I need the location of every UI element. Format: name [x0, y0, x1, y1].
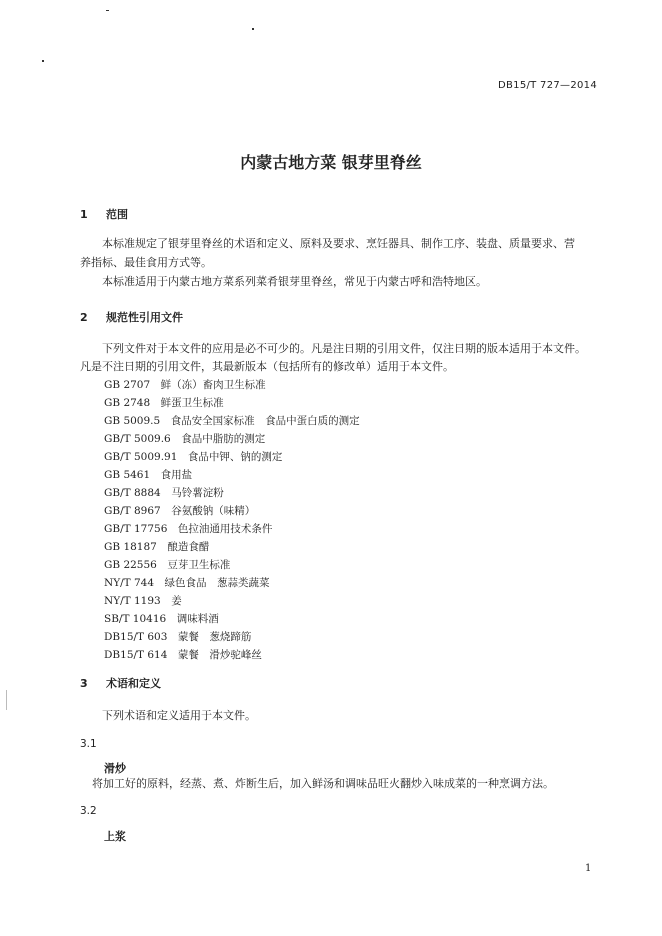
reference-title: 食品安全国家标准 食品中蛋白质的测定	[170, 415, 360, 427]
page-number: 1	[585, 863, 592, 874]
reference-item	[104, 449, 282, 464]
reference-title: 食用盐	[160, 469, 193, 481]
scan-edge-mark	[6, 690, 7, 710]
reference-item	[104, 629, 251, 644]
subsection-3-2-number: 3.2	[80, 805, 97, 817]
section-2-intro-line-1: 下列文件对于本文件的应用是必不可少的。凡是注日期的引用文件，仅注日期的版本适用于本文件。	[102, 342, 586, 355]
section-1-heading	[80, 206, 128, 222]
scan-speck	[252, 28, 254, 30]
reference-code: GB 2707	[104, 379, 151, 391]
reference-code: GB/T 8884	[104, 487, 161, 499]
section-1-para-2: 本标准适用于内蒙古地方菜系列菜肴银芽里脊丝，常见于内蒙古呼和浩特地区。	[102, 275, 487, 288]
reference-item	[104, 485, 224, 500]
page-title: 内蒙古地方菜 银芽里脊丝	[240, 153, 422, 172]
reference-code: DB15/T 603	[104, 631, 168, 643]
section-number: 2	[80, 311, 88, 324]
reference-title: 马铃薯淀粉	[171, 487, 224, 499]
scan-speck	[42, 60, 44, 62]
reference-item	[104, 557, 230, 572]
reference-item	[104, 593, 182, 608]
reference-item	[104, 575, 270, 590]
section-3-intro: 下列术语和定义适用于本文件。	[102, 709, 256, 722]
reference-title: 绿色食品 葱蒜类蔬菜	[164, 577, 270, 589]
reference-item	[104, 467, 192, 482]
section-2-heading	[80, 309, 183, 325]
reference-title: 蒙餐 滑炒驼峰丝	[177, 649, 262, 661]
reference-item	[104, 395, 224, 410]
reference-title: 酿造食醋	[167, 541, 210, 553]
reference-item	[104, 503, 255, 518]
reference-code: GB 22556	[104, 559, 157, 571]
section-3-heading	[80, 675, 161, 691]
section-title: 规范性引用文件	[106, 311, 183, 324]
section-1-para-1-line-1: 本标准规定了银芽里脊丝的术语和定义、原料及要求、烹饪器具、制作工序、装盘、质量要求、营	[102, 237, 575, 250]
reference-item	[104, 539, 209, 554]
reference-code: GB 5009.5	[104, 415, 161, 427]
reference-code: GB/T 8967	[104, 505, 161, 517]
reference-title: 蒙餐 葱烧蹄筋	[177, 631, 252, 643]
section-title: 范围	[106, 208, 128, 221]
reference-item	[104, 647, 262, 662]
reference-title: 豆芽卫生标准	[167, 559, 231, 571]
scan-speck	[106, 10, 109, 11]
subsection-3-1-number: 3.1	[80, 738, 97, 750]
reference-code: GB 2748	[104, 397, 151, 409]
reference-title: 食品中脂肪的测定	[181, 433, 266, 445]
reference-item	[104, 377, 266, 392]
document-number: DB15/T 727—2014	[498, 80, 597, 91]
reference-code: NY/T 744	[104, 577, 155, 589]
reference-title: 调味料酒	[176, 613, 219, 625]
reference-title: 鲜（冻）畜肉卫生标准	[160, 379, 266, 391]
reference-title: 色拉油通用技术条件	[177, 523, 273, 535]
section-number: 1	[80, 208, 88, 221]
section-number: 3	[80, 677, 88, 690]
term-3-1-definition: 将加工好的原料，经蒸、煮、炸断生后，加入鲜汤和调味品旺火翻炒入味成菜的一种烹调方法。	[92, 777, 554, 790]
reference-code: GB 18187	[104, 541, 157, 553]
reference-code: GB/T 5009.91	[104, 451, 178, 463]
reference-title: 食品中钾、钠的测定	[187, 451, 283, 463]
reference-title: 鲜蛋卫生标准	[160, 397, 224, 409]
section-2-intro-line-2: 凡是不注日期的引用文件，其最新版本（包括所有的修改单）适用于本文件。	[80, 360, 454, 373]
term-3-1: 滑炒	[104, 762, 126, 775]
reference-item	[104, 413, 360, 428]
reference-code: GB/T 17756	[104, 523, 168, 535]
reference-code: GB 5461	[104, 469, 151, 481]
section-1-para-1-line-2: 养指标、最佳食用方式等。	[80, 256, 212, 269]
reference-item	[104, 521, 272, 536]
reference-code: NY/T 1193	[104, 595, 161, 607]
reference-title: 谷氨酸钠（味精）	[171, 505, 256, 517]
reference-code: SB/T 10416	[104, 613, 167, 625]
reference-code: GB/T 5009.6	[104, 433, 171, 445]
reference-code: DB15/T 614	[104, 649, 168, 661]
section-title: 术语和定义	[106, 677, 161, 690]
reference-item	[104, 611, 219, 626]
reference-item	[104, 431, 265, 446]
term-3-2: 上浆	[104, 830, 126, 843]
reference-title: 姜	[171, 595, 182, 607]
